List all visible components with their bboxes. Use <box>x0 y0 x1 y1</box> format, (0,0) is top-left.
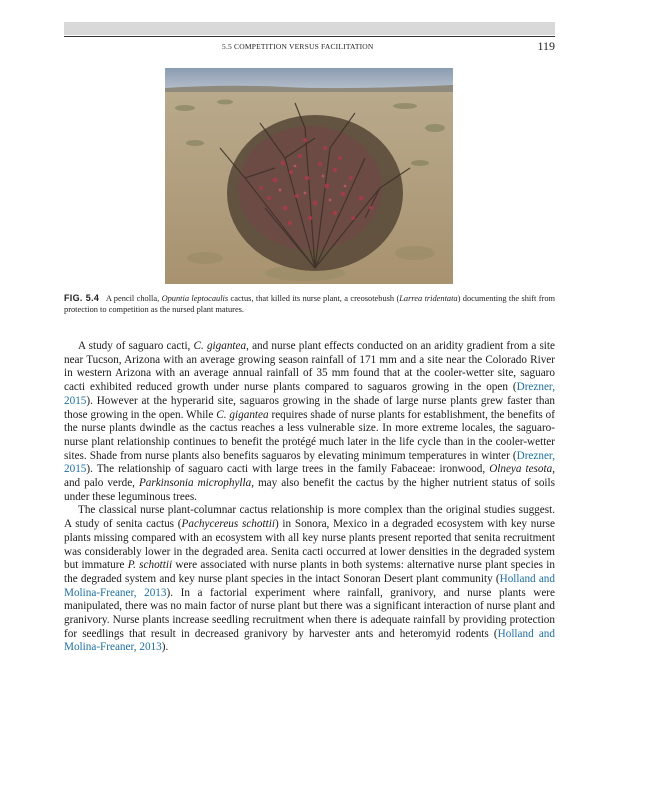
running-head: 5.5 COMPETITION VERSUS FACILITATION <box>222 42 374 51</box>
text-run: requires shade of nurse plants for establishment, the benefits of the nurse plants dwindle as the cactus reaches a less vulnerable size. In more extreme locales, the saguaro-nurse plant relationship continues to benefit the protégé much later in the life cycle than in the cooler-wetter sites. Shade from nurse plants also benefits saguaros by elevating minimum temperatures in winter ( <box>64 408 555 462</box>
caption-text: A pencil cholla, <box>105 294 160 303</box>
species-name: Parkinsonia microphylla <box>138 477 252 490</box>
text-run: The classical nurse plant-columnar cactus relationship is more complex than the original studies suggest. A study of senita cactus ( <box>64 504 555 531</box>
text-run: , and nurse plant effects conducted on an aridity gradient from a site near Tucson, Arizona with an average growing season rainfall of 171 mm and a site near the Colorado River in western Arizona with an average annual rainfall of 35 mm found that at the cooler-wetter site, saguaro cacti exhibited reduced growth under nurse plants compared to saguaros growing in the open ( <box>64 340 555 394</box>
citation-link[interactable]: Holland and Molina-Freaner, 2013 <box>64 572 555 599</box>
text-run: were associated with nurse plants in both systems: alternative nurse plant species in the degraded system and key nurse plant species in the intact Sonoran Desert plant community ( <box>64 559 555 585</box>
citation-link[interactable]: Drezner, 2015 <box>64 449 555 476</box>
paragraph-1 <box>64 340 555 504</box>
species-name: C. gigantea <box>193 340 247 352</box>
figure-caption <box>64 293 555 315</box>
caption-text: ) documenting the shift from protection to competition as the nursed plant matures. <box>64 294 556 315</box>
text-run: , and palo verde, <box>64 463 556 490</box>
text-run: A study of saguaro cacti, <box>78 340 191 352</box>
figure-photo <box>165 68 453 284</box>
body-text <box>64 340 555 655</box>
species-name: P. schottii <box>127 559 173 572</box>
text-run: ). In a factorial experiment where rainfall, granivory, and nurse plants were manipulated, there was no main factor of nurse plant but there was a significant interaction of nurse plant and granivory. Nurse plants increase seedling recruitment when there is adequate rainfall by providing protection for seedlings that result in decreased granivory by harvester ants and heteromyid rodents ( <box>64 586 555 640</box>
paragraph-2 <box>64 504 555 655</box>
figure-label: FIG. 5.4 <box>64 293 100 303</box>
caption-creosote: Larrea tridentata <box>399 294 458 303</box>
text-run: ). <box>161 641 169 654</box>
species-name: Olneya tesota <box>489 463 553 476</box>
text-run: ). The relationship of saguaro cacti with large trees in the family Fabaceae: ironwood, <box>86 463 486 476</box>
species-name: Pachycereus schottii <box>181 518 275 531</box>
header-rule <box>64 36 555 37</box>
text-run: , may also benefit the cactus by the higher nutrient status of soils under these leguminous trees. <box>64 477 555 503</box>
species-name: C. gigantea <box>216 408 269 421</box>
caption-text: cactus, that killed its nurse plant, a creosotebush ( <box>230 294 400 303</box>
citation-link[interactable]: Drezner, 2015 <box>64 381 555 407</box>
header-bar <box>64 22 555 35</box>
citation-link[interactable]: Holland and Molina-Freaner, 2013 <box>64 627 555 654</box>
text-run: ). However at the hyperarid site, saguaros growing in the shade of large nurse plants grew faster than those growing in the open. While <box>64 394 555 421</box>
page-number: 119 <box>537 39 555 53</box>
cholla-photo-illustration <box>165 68 453 284</box>
text-run: ) in Sonora, Mexico in a degraded ecosystem with key nurse plants missing compared with an ecosystem with all key nurse plants present reported that senita recruitment was considerably lower in the degraded area. Senita cacti occurred at lower densities in the degraded system but immature <box>64 518 555 572</box>
caption-species: Opuntia leptocaulis <box>161 294 229 303</box>
